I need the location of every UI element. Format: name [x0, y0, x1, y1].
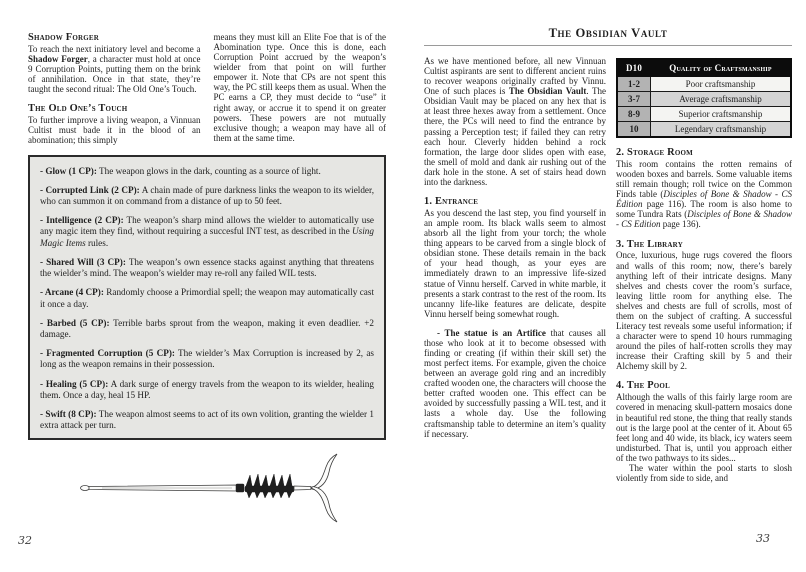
paragraph: As we have mentioned before, all new Vinnuan Cultist aspirants are sent to different ancient ruins to recover weapons originally crafted by Vinnu. One of such places is The Obsidian Vault. The Obsidian Vault may be placed on any hex that is at least three hexes away from a settlement. Once there, the PCs will need to find the entrance by passing a Perception test; if failed they can retry each hour. Cleverly hidden behind a rock formation, the large door slides open with ease, the smell of mold and dank air rushing out of the dark hole in the stone. A set of stairs head down into the darkness. — [424, 56, 606, 187]
heading-library: 3. The Library — [616, 238, 683, 250]
craftsmanship-table — [616, 58, 792, 138]
table-header-d10: D10 — [617, 59, 651, 77]
left-page — [28, 32, 386, 531]
heading-old-ones-touch: The Old One’s Touch — [28, 103, 128, 115]
left-column-1 — [28, 32, 201, 146]
box-item-healing: - Healing (5 CP): A dark surge of energy travels from the weapon to its wielder, healing them. Once a day, heal 15 HP. — [40, 378, 374, 400]
paragraph: means they must kill an Elite Foe that is of the Abomination type. Once this is done, each Corruption Point accrued by the weapon’s wielder from that point on will further empower it. Note that CPs are not spent this way, the PC still keeps them as usual. When the PC earns a CP, they must decide to “use” it right away, or accrue it to spend it on greater powers. These powers are not mutually exclusive though; a weapon may have all of them at the same time. — [213, 32, 386, 143]
statue-artifice-paragraph: - The statue is an Artifice that causes all those who look at it to become obsessed with finding or creating (if within their skill set) the most perfect items. For example, given the choice between an average gold ring and an incredibly crafted wooden one, the characters will choose the better crafted wooden one. This effect can be avoided by successfully passing a WIL test, and it lasts a whole day. Use the following craftsmanship table to determine an item’s quality if necessary. — [424, 327, 607, 439]
heading-shadow-forger: Shadow Forger — [28, 32, 99, 43]
left-page-columns — [28, 32, 386, 146]
box-item-arcane: - Arcane (4 CP): Randomly choose a Primordial spell; the weapon may automatically cast it once a day. — [40, 287, 374, 309]
box-item-glow: - Glow (1 CP): The weapon glows in the dark, counting as a source of light. — [40, 165, 321, 176]
table-row — [617, 92, 791, 107]
quality-cell: Superior craftsmanship — [651, 107, 792, 122]
box-item-fragmented-corruption: - Fragmented Corruption (5 CP): The wielder’s Max Corruption is increased by 2, as long as the weapon remains in their possession. — [40, 348, 375, 370]
paragraph: To further improve a living weapon, a Vinnuan Cultist must bade it in the blood of an abomination; this simply — [28, 115, 201, 146]
right-column-2 — [616, 56, 792, 483]
dice-range-cell: 8-9 — [617, 107, 651, 122]
dice-range-cell: 3-7 — [617, 92, 651, 107]
table-row — [617, 77, 791, 92]
quality-cell: Legendary craftsmanship — [651, 122, 792, 138]
table-header-quality: Quality of Craftsmanship — [651, 59, 792, 77]
weapon-powers-box — [28, 155, 386, 441]
heading-pool: 4. The Pool — [616, 380, 670, 392]
dice-range-cell: 1-2 — [617, 77, 651, 92]
box-item-intelligence: - Intelligence (2 CP): The weapon’s sharp mind allows the wielder to automatically use any magic item they find, without requiring a succesful INT test, as described in the Using Magic Items rules. — [40, 215, 374, 248]
quality-cell: Poor craftsmanship — [651, 77, 792, 92]
dice-range-cell: 10 — [617, 122, 651, 138]
heading-entrance: 1. Entrance — [424, 196, 479, 208]
paragraph: Once, luxurious, huge rugs covered the floors and walls of this room; now, there’s barely anything left of their intricate designs. Many shelves and chests cover the room’s surface, leaving little room for anything else. The shelves and chests are full of scrolls, most of them on the subject of crafting. A successful Literacy test reveals some useful information; if a character were to spend 10 hours rummaging around the piles of half-rotten scrolls they may increase their Crafting skill by 5 and their Alchemy skill by 2. — [616, 250, 792, 372]
box-item-barbed: - Barbed (5 CP): Terrible barbs sprout from the weapon, making it even deadlier. +2 damage. — [40, 317, 374, 339]
paragraph: This room contains the rotten remains of wooden boxes and barrels. Some valuable items still remain though; roll twice on the Common Finds table (Disciples of Bone & Shadow - CS Édition page 116). The room is also home to some Tundra Rats (Disciples of Bone & Shadow - CS Edition page 136). — [616, 158, 792, 230]
table-row — [617, 122, 791, 138]
box-item-shared-will: - Shared Will (3 CP): The weapon’s own essence stacks against anything that threatens the wielder’s mind. The weapon’s wielder may re-roll any failed WIL tests. — [40, 256, 374, 279]
forked-weapon-illustration — [28, 450, 386, 531]
paragraph: Although the walls of this fairly large room are covered in menacing skull-pattern mosaics done in beautiful red stone, the thing that really stands out is the large pool at the center of it. About 65 feet long and 40 wide, its black, icy waters seem undisturbed. That is, until you approach either of the two pathways to its sides... — [616, 392, 792, 463]
page-number-left: 32 — [18, 534, 32, 547]
left-column-2 — [214, 32, 387, 146]
page-title: The Obsidian Vault — [548, 26, 668, 40]
table-row — [617, 107, 791, 122]
forked-weapon-drawing — [72, 450, 342, 526]
page-number-right: 33 — [756, 532, 770, 545]
right-column-1 — [424, 56, 606, 483]
table-header-row — [617, 59, 791, 77]
right-page — [424, 26, 792, 483]
heading-storage-room: 2. Storage Room — [616, 147, 693, 158]
right-page-columns — [424, 56, 792, 483]
box-item-corrupted-link: - Corrupted Link (2 CP): A chain made of pure darkness links the weapon to its wielder, who can summon it on command from a distance of up to 50 feet. — [40, 184, 374, 206]
paragraph: As you descend the last step, you find yourself in an ample room. Its black walls seem to almost absorb all the light from your torch; the whole thing appears to be carved from a single block of obsidian stone. These details remain in the back of your head though, as your eyes are immediately drawn to an impressive life-sized statue of Vinnu herself. Carved in white marble, it presents a stark contrast to the rest of the room. Its uncanny life-like features are delicate, despite Vinnu herself being somewhat rough. — [424, 207, 606, 319]
quality-cell: Average craftsmanship — [651, 92, 792, 107]
paragraph: To reach the next initiatory level and become a Shadow Forger, a character must hold at once 9 Corruption Points, putting them on the brink of annihilation. Once in that state, they’re taught the second ritual: The Old One’s Touch. — [28, 43, 201, 95]
title-divider — [424, 45, 792, 46]
paragraph: The water within the pool starts to slosh violently from side to side, and — [616, 462, 792, 483]
box-item-swift: - Swift (8 CP): The weapon almost seems to act of its own volition, granting the wielder 1 extra attack per turn. — [40, 409, 374, 431]
